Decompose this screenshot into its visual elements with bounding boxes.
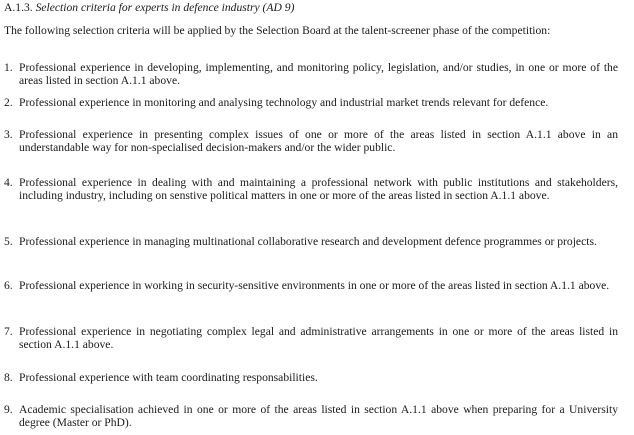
criterion-text: Professional experience in managing multinational collaborative research and development defence programmes or projects. bbox=[19, 235, 597, 248]
criterion-number: 2. bbox=[4, 96, 13, 109]
criterion-text: Professional experience in developing, implementing, and monitoring policy, legislation, and/or studies, in one or more of the areas listed in section A.1.1 above. bbox=[19, 61, 618, 87]
criterion-text: Professional experience in presenting complex issues of one or more of the areas listed in section A.1.1 above in an understandable way for non-specialised decision-makers and/or the wider public. bbox=[19, 128, 618, 154]
criterion-number: 6. bbox=[4, 279, 13, 292]
criterion-item-1 bbox=[4, 61, 618, 87]
criterion-item-4 bbox=[4, 176, 618, 202]
criterion-number: 1. bbox=[4, 61, 13, 74]
criterion-item-9 bbox=[4, 403, 618, 429]
section-title: Selection criteria for experts in defence industry (AD 9) bbox=[35, 1, 295, 14]
criterion-item-5 bbox=[4, 235, 618, 248]
criterion-number: 3. bbox=[4, 128, 13, 141]
criterion-item-7 bbox=[4, 325, 618, 351]
criterion-item-6 bbox=[4, 279, 618, 292]
criterion-text: Professional experience in monitoring and analysing technology and industrial market trends relevant for defence. bbox=[19, 96, 549, 109]
criterion-number: 8. bbox=[4, 371, 13, 384]
criterion-text: Professional experience in dealing with and maintaining a professional network with public institutions and stakeholders, including industry, including on senstive political matters in one or more of the areas listed in section A.1.1 above. bbox=[19, 176, 618, 202]
section-number: A.1.3. bbox=[4, 1, 33, 14]
criterion-text: Academic specialisation achieved in one or more of the areas listed in section A.1.1 above when preparing for a University degree (Master or PhD). bbox=[19, 403, 618, 429]
criterion-text: Professional experience with team coordinating responsabilities. bbox=[19, 371, 318, 384]
criterion-text: Professional experience in negotiating complex legal and administrative arrangements in one or more of the areas listed in section A.1.1 above. bbox=[19, 325, 618, 351]
criterion-number: 7. bbox=[4, 325, 13, 338]
criterion-number: 4. bbox=[4, 176, 13, 189]
criterion-text: Professional experience in working in security-sensitive environments in one or more of the areas listed in section A.1.1 above. bbox=[19, 279, 610, 292]
criterion-item-8 bbox=[4, 371, 618, 384]
criterion-number: 9. bbox=[4, 403, 13, 416]
section-heading bbox=[4, 1, 629, 14]
criterion-item-3 bbox=[4, 128, 618, 154]
criterion-number: 5. bbox=[4, 235, 13, 248]
intro-paragraph: The following selection criteria will be applied by the Selection Board at the talent-screener phase of the competition: bbox=[4, 24, 551, 37]
criterion-item-2 bbox=[4, 96, 618, 109]
